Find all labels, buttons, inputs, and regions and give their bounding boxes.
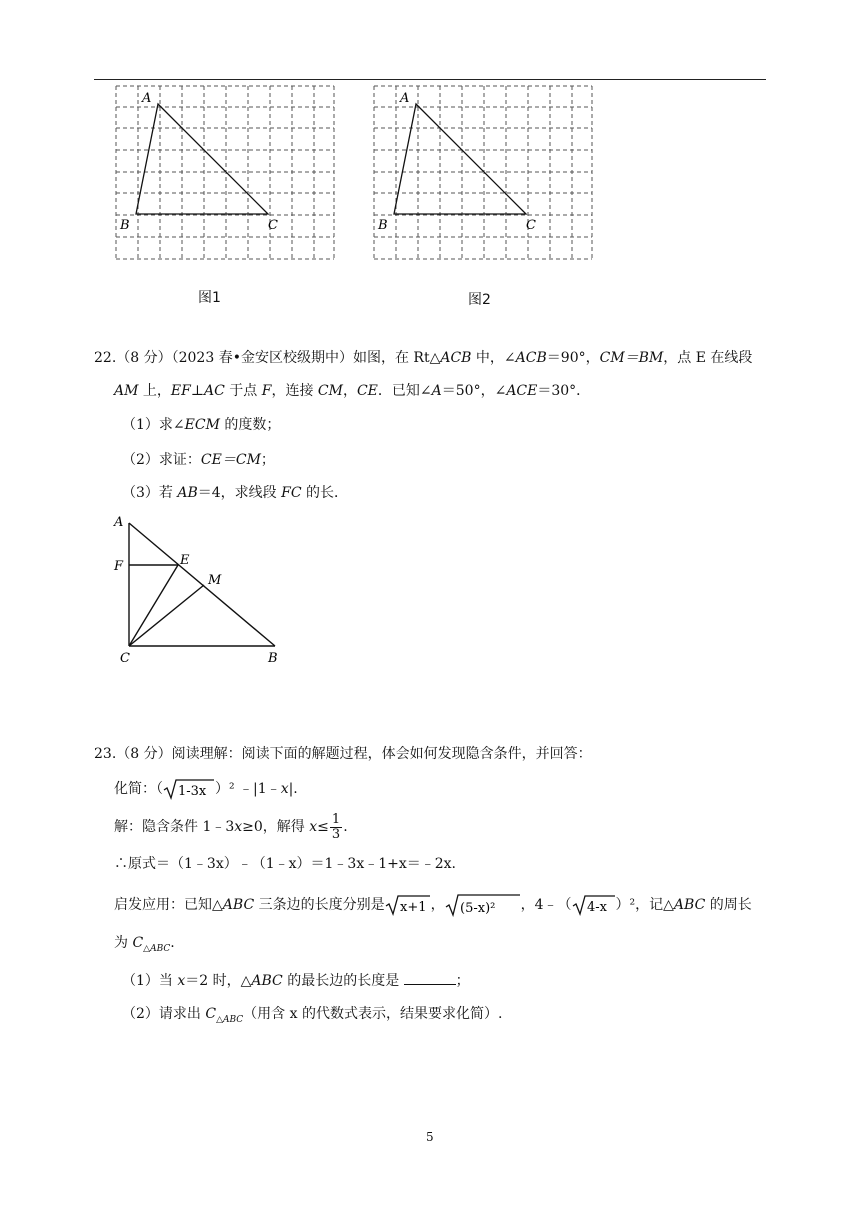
q23-text: （1）当	[122, 973, 178, 989]
q22-text: （2）求证：	[122, 452, 201, 468]
q22-italic: ACB	[440, 350, 472, 366]
q22-header	[94, 348, 752, 368]
q23-text: 的最长边的长度是	[282, 973, 400, 989]
q23-text: ≥0，解得	[242, 819, 310, 835]
radicand: 4-x	[586, 900, 607, 915]
q23-text: 为	[114, 935, 133, 951]
q23-italic: x	[177, 973, 186, 989]
label-a: A	[400, 91, 410, 106]
q23-italic: ABC	[251, 973, 283, 989]
q22-italic: A	[431, 383, 442, 399]
q23-application	[114, 893, 752, 917]
q23-therefore: ∴原式＝（1﹣3x）﹣（1﹣x）＝1﹣3x﹣1+x＝﹣2x.	[114, 856, 457, 872]
q22-italic: ACE	[506, 383, 538, 399]
q23-italic: ABC	[222, 897, 255, 913]
q22-text: 于点	[224, 383, 262, 399]
q22-part-1	[122, 415, 280, 435]
q22-text: （8 分）（2023 春•金安区校级期中）如图，在 Rt△	[116, 350, 441, 366]
q23-text: （用含 x 的代数式表示，结果要求化简）.	[243, 1006, 503, 1022]
q23-text: .	[170, 935, 175, 951]
page-number: 5	[426, 1130, 434, 1144]
q22-italic: EF	[170, 383, 191, 399]
q22-italic: CM＝BM	[599, 350, 664, 366]
figure-2-caption: 图2	[468, 292, 491, 308]
q23-text: ＝2 时，△	[185, 973, 252, 989]
q22-text: 中，∠	[471, 350, 516, 366]
q22-text: ，	[342, 383, 357, 399]
question-number: 22.	[94, 350, 117, 366]
q23-text: ）²，记△	[615, 897, 674, 913]
q22-italic: ECM	[184, 417, 220, 433]
q23-part-1	[122, 970, 470, 991]
q22-text: 上，	[138, 383, 171, 399]
label-c: C	[526, 218, 536, 233]
q23-italic: x	[280, 781, 289, 797]
q23-text: ）² ﹣|1﹣	[215, 781, 281, 797]
figure-1-caption: 图1	[198, 290, 221, 306]
radicand: x+1	[399, 900, 427, 915]
label-b: B	[268, 651, 278, 666]
label-b: B	[378, 218, 388, 233]
q23-perimeter	[114, 933, 175, 959]
q22-text: ＝4，求线段	[197, 485, 282, 501]
q22-italic: AM	[114, 383, 139, 399]
q23-italic: C	[132, 935, 144, 951]
q22-text: 的长．	[301, 485, 349, 501]
radicand: 1-3x	[178, 784, 207, 799]
q22-line2	[114, 381, 590, 401]
q23-text: （2）请求出	[122, 1006, 206, 1022]
q23-text: ≤	[317, 819, 329, 835]
q22-italic: F	[261, 383, 272, 399]
subscript: △ABC	[216, 1014, 244, 1025]
sqrt-x-plus-1	[385, 894, 431, 916]
q23-italic: C	[205, 1006, 217, 1022]
sqrt-4-minus-x	[572, 894, 616, 916]
label-a: A	[142, 91, 152, 106]
q23-text: ；	[455, 973, 470, 989]
q23-text: |.	[288, 781, 298, 797]
q23-text: 三条边的长度分别是	[254, 897, 385, 913]
q23-italic: ABC	[673, 897, 706, 913]
sqrt-5-minus-x-squared	[445, 893, 521, 917]
q22-triangle-diagram	[108, 508, 290, 668]
q23-text: 的周长	[705, 897, 752, 913]
q22-text: ，点 E 在线段	[663, 350, 753, 366]
answer-blank[interactable]	[404, 970, 456, 985]
sqrt-1-3x	[163, 778, 215, 800]
q22-part-3	[122, 483, 348, 503]
fraction-numerator: 1	[331, 811, 341, 827]
q22-text: （3）若	[122, 485, 178, 501]
q22-part-2	[122, 450, 275, 470]
fraction-one-third	[330, 813, 342, 842]
q22-text: ，连接	[271, 383, 318, 399]
q22-text: ＝90°，	[546, 350, 600, 366]
label-e: E	[180, 553, 190, 568]
q22-italic: ACB	[515, 350, 547, 366]
fraction-denominator: 3	[331, 826, 341, 842]
subscript: △ABC	[143, 943, 171, 954]
q22-text: （1）求∠	[122, 417, 185, 433]
label-a: A	[114, 515, 124, 530]
label-m: M	[208, 573, 222, 588]
comma: ，	[430, 897, 445, 913]
q23-italic: x	[234, 819, 243, 835]
q22-text: ＝30°．	[537, 383, 591, 399]
figure-1-grid	[112, 84, 338, 262]
q23-text: ，4﹣（	[520, 897, 572, 913]
q22-italic: AC	[204, 383, 225, 399]
q23-text: 化简：（	[114, 781, 163, 797]
q22-italic: CE	[356, 383, 378, 399]
q23-text: .	[343, 819, 348, 835]
q22-italic: CE＝CM	[200, 452, 261, 468]
q23-simplify	[114, 778, 298, 800]
q23-solution	[114, 812, 348, 842]
q22-text: ＝50°，∠	[441, 383, 507, 399]
q23-italic: x	[309, 819, 318, 835]
q22-italic: CM	[317, 383, 343, 399]
q22-text: ．已知∠	[377, 383, 432, 399]
q22-text: ；	[260, 452, 275, 468]
label-c: C	[120, 651, 130, 666]
label-c: C	[268, 218, 278, 233]
q22-text: 的度数；	[219, 417, 281, 433]
label-b: B	[120, 218, 130, 233]
radicand: (5-x)²	[459, 901, 495, 916]
q22-text: ⊥	[190, 383, 205, 399]
label-f: F	[114, 559, 124, 574]
q23-part-2	[122, 1004, 502, 1030]
q23-text: 启发应用：已知△	[114, 897, 223, 913]
header-rule	[94, 79, 766, 80]
q23-header: 23.（8 分）阅读理解：阅读下面的解题过程，体会如何发现隐含条件，并回答：	[94, 746, 592, 762]
figure-2-grid	[372, 84, 598, 262]
q22-italic: AB	[177, 485, 198, 501]
q22-italic: FC	[281, 485, 302, 501]
q23-text: 解：隐含条件 1﹣3	[114, 819, 235, 835]
